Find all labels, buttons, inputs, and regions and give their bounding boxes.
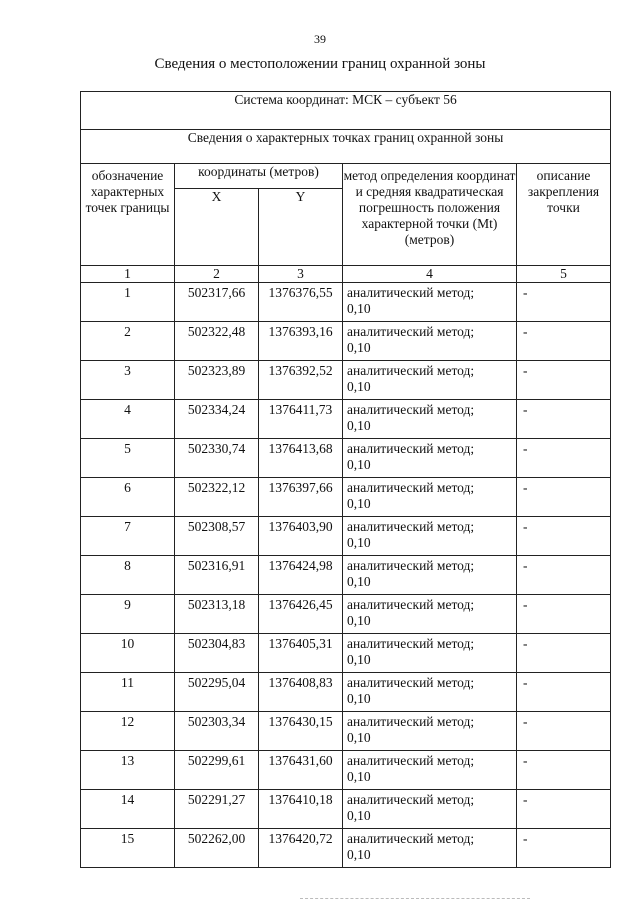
x-coordinate: 502304,83 — [175, 634, 259, 673]
table-row — [81, 790, 611, 829]
method-text: аналитический метод; — [347, 597, 475, 612]
mt-value: 0,10 — [347, 457, 371, 472]
table-row — [81, 517, 611, 556]
coord-system-label: Система координат: МСК – субъект 56 — [81, 92, 611, 130]
y-coordinate: 1376411,73 — [259, 400, 343, 439]
method-cell — [343, 322, 517, 361]
description-cell: - — [517, 556, 611, 595]
column-number: 2 — [175, 266, 259, 283]
method-text: аналитический метод; — [347, 363, 475, 378]
mt-value: 0,10 — [347, 574, 371, 589]
x-coordinate: 502308,57 — [175, 517, 259, 556]
table-row — [81, 829, 611, 868]
y-coordinate: 1376405,31 — [259, 634, 343, 673]
x-coordinate: 502313,18 — [175, 595, 259, 634]
point-number: 12 — [81, 712, 175, 751]
x-coordinate: 502291,27 — [175, 790, 259, 829]
point-number: 15 — [81, 829, 175, 868]
y-header: Y — [259, 189, 343, 266]
method-text: аналитический метод; — [347, 753, 475, 768]
method-text: аналитический метод; — [347, 558, 475, 573]
table-row — [81, 595, 611, 634]
method-cell — [343, 595, 517, 634]
table-row — [81, 361, 611, 400]
table-row — [81, 751, 611, 790]
x-coordinate: 502295,04 — [175, 673, 259, 712]
x-coordinate: 502316,91 — [175, 556, 259, 595]
table-row — [81, 556, 611, 595]
method-text: аналитический метод; — [347, 714, 475, 729]
y-coordinate: 1376431,60 — [259, 751, 343, 790]
method-text: аналитический метод; — [347, 441, 475, 456]
point-number: 9 — [81, 595, 175, 634]
table-row — [81, 322, 611, 361]
y-coordinate: 1376392,52 — [259, 361, 343, 400]
x-coordinate: 502303,34 — [175, 712, 259, 751]
x-coordinate: 502330,74 — [175, 439, 259, 478]
column-numbers-row — [81, 266, 611, 283]
x-coordinate: 502262,00 — [175, 829, 259, 868]
point-number: 6 — [81, 478, 175, 517]
y-coordinate: 1376424,98 — [259, 556, 343, 595]
description-cell: - — [517, 478, 611, 517]
method-text: аналитический метод; — [347, 285, 475, 300]
description-cell: - — [517, 673, 611, 712]
method-cell — [343, 361, 517, 400]
mt-value: 0,10 — [347, 379, 371, 394]
y-coordinate: 1376393,16 — [259, 322, 343, 361]
column-number: 4 — [343, 266, 517, 283]
x-coordinate: 502317,66 — [175, 283, 259, 322]
column-number: 3 — [259, 266, 343, 283]
point-number: 14 — [81, 790, 175, 829]
method-cell — [343, 634, 517, 673]
method-text: аналитический метод; — [347, 792, 475, 807]
point-number: 13 — [81, 751, 175, 790]
mt-value: 0,10 — [347, 652, 371, 667]
column-number: 5 — [517, 266, 611, 283]
mt-value: 0,10 — [347, 496, 371, 511]
description-cell: - — [517, 439, 611, 478]
description-cell: - — [517, 595, 611, 634]
method-header: метод определения координат и средняя квадратическая погрешность положения характерной точки (Mt) (метров) — [343, 164, 517, 266]
point-number: 2 — [81, 322, 175, 361]
point-number: 3 — [81, 361, 175, 400]
mt-value: 0,10 — [347, 613, 371, 628]
description-cell: - — [517, 283, 611, 322]
method-cell — [343, 829, 517, 868]
table-row — [81, 283, 611, 322]
mt-value: 0,10 — [347, 847, 371, 862]
method-cell — [343, 400, 517, 439]
x-coordinate: 502322,12 — [175, 478, 259, 517]
description-cell: - — [517, 517, 611, 556]
x-coordinate: 502323,89 — [175, 361, 259, 400]
point-number: 4 — [81, 400, 175, 439]
point-number: 8 — [81, 556, 175, 595]
y-coordinate: 1376408,83 — [259, 673, 343, 712]
description-cell: - — [517, 751, 611, 790]
description-cell: - — [517, 712, 611, 751]
method-cell — [343, 712, 517, 751]
method-cell — [343, 790, 517, 829]
mt-value: 0,10 — [347, 340, 371, 355]
point-number: 11 — [81, 673, 175, 712]
y-coordinate: 1376397,66 — [259, 478, 343, 517]
point-number: 5 — [81, 439, 175, 478]
table-row — [81, 634, 611, 673]
point-number: 1 — [81, 283, 175, 322]
point-number: 10 — [81, 634, 175, 673]
point-number: 7 — [81, 517, 175, 556]
coord-system-row — [81, 92, 611, 130]
point-label-header: обозначение характерных точек границы — [81, 164, 175, 266]
y-coordinate: 1376426,45 — [259, 595, 343, 634]
x-header: X — [175, 189, 259, 266]
points-header-label: Сведения о характерных точках границ охранной зоны — [81, 130, 611, 164]
mt-value: 0,10 — [347, 418, 371, 433]
table-row — [81, 478, 611, 517]
method-text: аналитический метод; — [347, 636, 475, 651]
method-text: аналитический метод; — [347, 480, 475, 495]
y-coordinate: 1376430,15 — [259, 712, 343, 751]
y-coordinate: 1376420,72 — [259, 829, 343, 868]
method-cell — [343, 439, 517, 478]
y-coordinate: 1376410,18 — [259, 790, 343, 829]
mt-value: 0,10 — [347, 691, 371, 706]
coords-header: координаты (метров) — [175, 164, 343, 189]
table-row — [81, 712, 611, 751]
description-cell: - — [517, 790, 611, 829]
coordinates-table — [80, 91, 611, 868]
method-text: аналитический метод; — [347, 402, 475, 417]
x-coordinate: 502334,24 — [175, 400, 259, 439]
points-header-row — [81, 130, 611, 164]
mt-value: 0,10 — [347, 730, 371, 745]
method-text: аналитический метод; — [347, 519, 475, 534]
description-cell: - — [517, 322, 611, 361]
method-cell — [343, 556, 517, 595]
x-coordinate: 502322,48 — [175, 322, 259, 361]
x-coordinate: 502299,61 — [175, 751, 259, 790]
description-cell: - — [517, 829, 611, 868]
method-text: аналитический метод; — [347, 831, 475, 846]
method-text: аналитический метод; — [347, 324, 475, 339]
method-cell — [343, 517, 517, 556]
column-number: 1 — [81, 266, 175, 283]
mt-value: 0,10 — [347, 535, 371, 550]
table-row — [81, 673, 611, 712]
method-cell — [343, 673, 517, 712]
description-cell: - — [517, 361, 611, 400]
method-text: аналитический метод; — [347, 675, 475, 690]
table-row — [81, 400, 611, 439]
mt-value: 0,10 — [347, 301, 371, 316]
y-coordinate: 1376403,90 — [259, 517, 343, 556]
footer-divider — [300, 898, 530, 900]
method-cell — [343, 751, 517, 790]
document-title: Сведения о местоположении границ охранной зоны — [154, 56, 486, 72]
description-header: описание закрепления точки — [517, 164, 611, 266]
mt-value: 0,10 — [347, 769, 371, 784]
y-coordinate: 1376376,55 — [259, 283, 343, 322]
page-number: 39 — [314, 32, 326, 46]
column-header-row — [81, 164, 611, 189]
method-cell — [343, 478, 517, 517]
y-coordinate: 1376413,68 — [259, 439, 343, 478]
method-cell — [343, 283, 517, 322]
mt-value: 0,10 — [347, 808, 371, 823]
description-cell: - — [517, 634, 611, 673]
table-row — [81, 439, 611, 478]
description-cell: - — [517, 400, 611, 439]
